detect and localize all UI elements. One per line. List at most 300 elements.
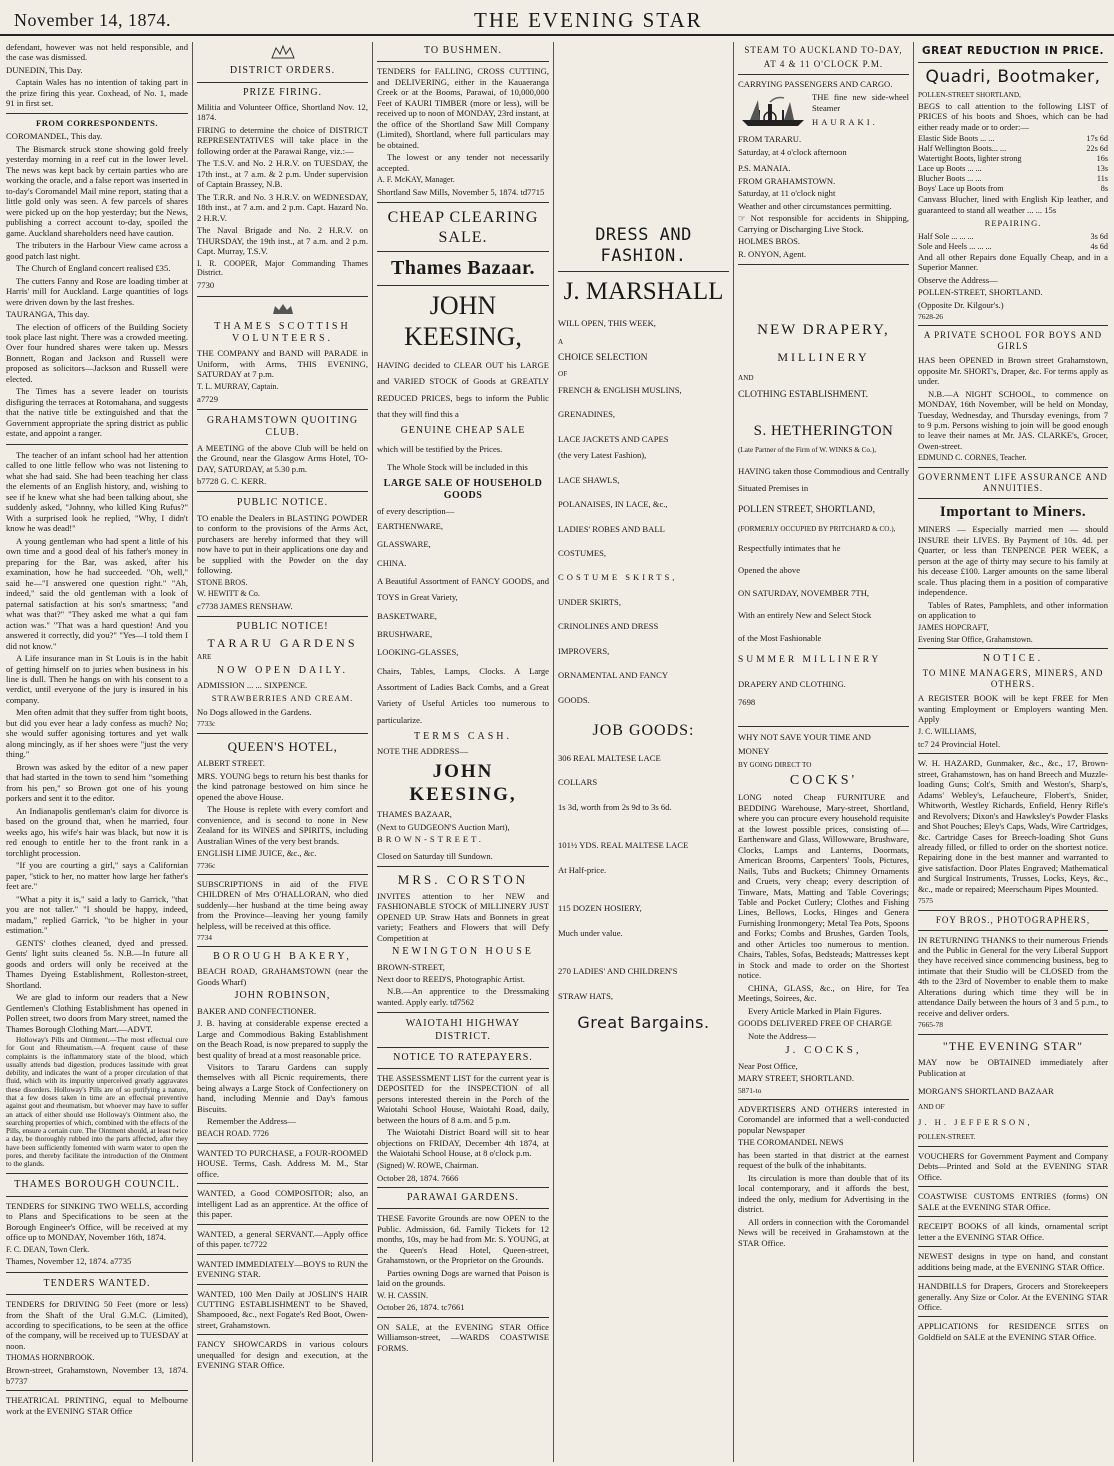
ad-text: EARTHENWARE, bbox=[377, 521, 444, 532]
ad-heading: SUMMER MILLINERY bbox=[738, 655, 882, 666]
merchant-name: COCKS' bbox=[789, 773, 858, 789]
ad-text: THE fine new side-wheel Steamer bbox=[812, 92, 909, 113]
ad-signature: EDMUND C. CORNES, Teacher. bbox=[918, 453, 1027, 463]
ad-heading: GRAHAMSTOWN QUOITING CLUB. bbox=[206, 415, 359, 439]
article-text: Brown was asked by the editor of a new paper that had started in the town to send him "something from his pen," so Brown got one of his young porkers and sent it to the editor. bbox=[6, 761, 188, 804]
ad-heading: Great Bargains. bbox=[577, 1013, 710, 1033]
ad-text: Canvass Blucher, lined with English Kip leather, and guaranteed to stand all weather ... ... 15s bbox=[918, 194, 1108, 215]
ad-text: The Naval Brigade and No. 2 H.R.V. on THURSDAY, the 19th inst., at 7 a.m. and 2 p.m. Capt. Murray, T.S.V. bbox=[197, 225, 368, 257]
price-row bbox=[918, 134, 1108, 144]
ad-signature: STONE BROS. bbox=[197, 577, 248, 587]
ad-heading: PUBLIC NOTICE! bbox=[236, 620, 329, 632]
ad-text: APPLICATIONS for RESIDENCE SITES on Goldfield on SALE at the EVENING STAR Office. bbox=[918, 1321, 1108, 1342]
ad-subheading: BAKER AND CONFECTIONER. bbox=[197, 1005, 317, 1016]
ad-text: (FORMERLY OCCUPIED BY PRITCHARD & CO.), bbox=[738, 524, 896, 533]
article-text: We are glad to inform our readers that a New Gentlemen's Clothing Establishment has opened in Pollen street, two doors from Mary street, named the Thames Borough Clothing Mart.—ADVT. bbox=[6, 992, 188, 1034]
ad-text: N.B.—An apprentice to the Dressmaking wanted. Apply early. td7562 bbox=[377, 986, 549, 1007]
ad-heading: CLOTHING ESTABLISHMENT. bbox=[738, 390, 868, 401]
article-text: The cutters Fanny and Rose are loading timber at Harris' mill for Auckland. Large quantities of logs were driven down by the last freshes. bbox=[6, 275, 188, 307]
divider bbox=[6, 1196, 188, 1197]
ad-heading: MORGAN'S SHORTLAND BAZAAR bbox=[918, 1086, 1054, 1097]
ad-text: FANCY SHOWCARDS in various colours unequalled for design and execution, at the EVENING STAR Office. bbox=[197, 1339, 368, 1371]
ad-ref: a7729 bbox=[197, 393, 219, 404]
price-value: 17s 6d bbox=[1086, 134, 1108, 144]
ad-text: HAS been OPENED in Brown street Grahamstown, opposite Mr. SHORT's, Draper, &c. For terms apply as under. bbox=[918, 355, 1108, 387]
price-item: Watertight Boots, lighter strong bbox=[918, 154, 1022, 164]
price-row bbox=[918, 144, 1108, 154]
ad-text: ARE bbox=[197, 653, 212, 662]
ad-text: Parties owning Dogs are warned that Poison is laid on the grounds. bbox=[377, 1267, 549, 1289]
ad-heading: BOROUGH BAKERY, bbox=[213, 951, 352, 963]
ad-text: TENDERS for FALLING, CROSS CUTTING, and DELIVERING, either in the Kauaeranga Creek or at the Booms, Parawai, of 10,000,000 Feet of KAURI TIMBER (more or less), will be received up to noon of MONDAY, 23rd instant, at the office of the Shortland Saw Mill Company (Limited), Shortland, where full particulars may be obtained. bbox=[377, 66, 549, 150]
ad-text: Near Post Office, bbox=[738, 1060, 798, 1071]
ad-heading: "THE EVENING STAR" bbox=[942, 1038, 1084, 1053]
ad-heading: GREAT REDUCTION IN PRICE. bbox=[921, 45, 1105, 57]
ad-signature: T. L. MURRAY, Captain. bbox=[197, 381, 279, 391]
ad-text: LACE SHAWLS, bbox=[558, 474, 620, 485]
divider bbox=[197, 733, 368, 734]
ad-text: CARRYING PASSENGERS AND CARGO. bbox=[738, 78, 893, 89]
ad-text: WANTED, a general SERVANT.—Apply office of this paper. tc7722 bbox=[197, 1228, 368, 1250]
divider bbox=[197, 946, 368, 947]
divider bbox=[918, 1034, 1108, 1035]
ad-text: Its circulation is more than double that of its local contemporary, and it affords the best, indeed the only, medium for Advertising in the district. bbox=[738, 1172, 909, 1215]
crown-icon bbox=[197, 302, 368, 318]
ad-text: BROWN-STREET, bbox=[377, 961, 445, 972]
ad-heading: Important to Miners. bbox=[939, 504, 1087, 521]
article-text: The Bismarck struck stone showing gold freely yesterday morning in a reef cut in the lower level. The news was kept back by certain parties who are working the oracle, and a false report was inserted in to-day's Coromandel Mail mine report, stating that a little gold only was seen. A few parcels of shares were picked up on the hop yesterday; but the News, publishing a correct account to-day, spoiled the game. Auckland shareholders need have caution. bbox=[6, 143, 188, 238]
column-rule bbox=[913, 42, 914, 1462]
divider bbox=[377, 285, 549, 286]
ad-signature: W. H. CASSIN. bbox=[377, 1290, 429, 1300]
ad-signature: tc7 24 Provincial Hotel. bbox=[918, 738, 1001, 749]
ad-heading: MRS. CORSTON bbox=[397, 872, 529, 888]
divider bbox=[918, 62, 1108, 63]
ad-signature: R. ONYON, Agent. bbox=[738, 248, 807, 259]
divider bbox=[197, 1183, 368, 1184]
ad-text: COASTWISE CUSTOMS ENTRIES (forms) ON SALE at the EVENING STAR Office. bbox=[918, 1191, 1108, 1212]
ad-heading: PUBLIC NOTICE. bbox=[236, 497, 329, 509]
vessel-name: HAURAKI. bbox=[812, 117, 878, 128]
divider bbox=[918, 325, 1108, 326]
ad-subheading: Militia and Volunteer Office, Shortland Nov. 12, 1874. bbox=[197, 101, 368, 123]
divider bbox=[197, 874, 368, 875]
merchant-name: S. HETHERINGTON bbox=[753, 423, 894, 440]
merchant-name: Quadri, Bootmaker, bbox=[925, 66, 1101, 87]
ad-text: COSTUME SKIRTS, bbox=[558, 572, 678, 583]
dateline: TAURANGA, This day. bbox=[6, 309, 90, 320]
ad-text: of the Most Fashionable bbox=[738, 632, 822, 643]
ad-text: NOTE THE ADDRESS— bbox=[377, 746, 469, 757]
divider bbox=[197, 82, 368, 83]
ad-heading: THE COROMANDEL NEWS bbox=[738, 1137, 844, 1148]
ad-text: ON SATURDAY, NOVEMBER 7TH, bbox=[738, 587, 870, 598]
ad-text: J. B. having at considerable expense erected a Large and Commodious Baking Establishment on the Beach Road, is now prepared to supply the best quality of bread at a most reasonable price. bbox=[197, 1018, 368, 1060]
ad-text: ADMISSION ... ... SIXPENCE. bbox=[197, 679, 308, 690]
ad-heading: TENDERS WANTED. bbox=[43, 1277, 151, 1289]
price-row bbox=[918, 184, 1108, 194]
ad-subheading: BEACH ROAD, GRAHAMSTOWN (near the Goods Wharf) bbox=[197, 966, 368, 987]
steamship-icon bbox=[738, 92, 808, 130]
divider bbox=[6, 1294, 188, 1295]
merchant-name: J. H. JEFFERSON, bbox=[918, 1116, 1033, 1127]
ad-heading: GENUINE CHEAP SALE bbox=[400, 425, 526, 437]
divider bbox=[738, 726, 909, 727]
article-text: The teacher of an infant school had her attention called to one little fellow who was not listening to what she had said. She had been teaching her class the elements of an English history, and, wishing to see if he knew what she had been talking about, she suddenly asked, "Johnny, who killed King Rufus?" With a surprised look he replied, "Why, I didn't know he was dead!" bbox=[6, 449, 188, 534]
ad-text: VOUCHERS for Government Payment and Company Debts—Printed and Sold at the EVENING STAR Office. bbox=[918, 1150, 1108, 1182]
divider bbox=[377, 1187, 549, 1188]
price-value: 13s bbox=[1096, 164, 1108, 174]
ad-text: LADIES' ROBES AND BALL bbox=[558, 523, 665, 534]
ad-text: HAVING taken those Commodious and Centrally Situated Premises in bbox=[738, 465, 909, 493]
ad-signature: A. F. McKAY, Manager. bbox=[377, 175, 455, 185]
ad-heading: DRESS AND FASHION. bbox=[595, 225, 692, 266]
ad-text: CHINA, GLASS, &c., on Hire, for Tea Meetings, Soirees, &c. bbox=[738, 982, 909, 1004]
divider bbox=[197, 616, 368, 617]
ad-text: WILL OPEN, THIS WEEK, bbox=[558, 317, 656, 328]
divider bbox=[6, 444, 188, 445]
divider bbox=[6, 113, 188, 114]
ad-text: THE ASSESSMENT LIST for the current year is DEPOSITED for the INSPECTION of all persons interested therein in the Porch of the Waiotahi School House, Waiotahi Road, daily, between the hours of 8 a.m. and 5 p.m. bbox=[377, 1073, 549, 1125]
divider bbox=[918, 648, 1108, 649]
ad-heading: NOW OPEN DAILY. bbox=[216, 664, 349, 676]
shop-name: Thames Bazaar. bbox=[390, 257, 536, 280]
section-heading: FROM CORRESPONDENTS. bbox=[36, 117, 158, 128]
ad-heading: FOY BROS., PHOTOGRAPHERS, bbox=[935, 914, 1091, 925]
ad-text: STRAW HATS, bbox=[558, 990, 614, 1001]
ad-text: The T.R.R. and No. 3 H.R.V. on WEDNESDAY, 18th inst., at 7 a.m. and 2 p.m. Capt. Hazard No. 2 H.R.V. bbox=[197, 191, 368, 223]
ad-text: GLASSWARE, bbox=[377, 539, 431, 550]
ad-signature: F. C. DEAN, Town Clerk. bbox=[6, 1244, 90, 1254]
ad-heading: TARARU GARDENS bbox=[207, 635, 358, 650]
dateline: DUNEDIN, This Day. bbox=[6, 64, 83, 75]
ad-ref: 5871-to bbox=[738, 1085, 762, 1095]
ad-text: Respectfully intimates that he bbox=[738, 542, 841, 553]
ad-text: LONG noted Cheap FURNITURE and BEDDING Warehouse, Mary-street, Shortland, where you can procure every household requisite at the lowest possible prices, consisting of—Earthenware and Glass, Willowware, Brushware, Clocks, Lamps and Lanterns, Doormats, American Brooms, Carpenters' Tools, Pictures, Nails, Tubs and Buckets; Chimney Ornaments and Cruets, very cheap; every description of Tinware, Mats, Matting and Table Coverings; Table and Pocket Cutlery; Clothes and Fishing Lines, Bellows, Locks, Hinges and Genera Furnishing Ironmongery; Metal Tea Pots, Spoons and Forks; Combs and Brushes, Garden Tools, and other Articles too numerous to mention. Chairs, Tables, Sofas, Bedsteads; Mattresses kept in Stock and made to order on the Shortest notice. bbox=[738, 792, 909, 981]
ad-text: 270 LADIES' AND CHILDREN'S bbox=[558, 966, 678, 977]
price-item: Elastic Side Boots ... ... bbox=[918, 134, 995, 144]
ad-text: WANTED TO PURCHASE, a FOUR-ROOMED HOUSE. Terms, Cash. Address M. M., Star office. bbox=[197, 1147, 368, 1179]
ad-heading: THAMES SCOTTISH VOLUNTEERS. bbox=[214, 321, 351, 345]
ad-heading: NEWINGTON HOUSE bbox=[392, 946, 534, 958]
ad-text: No Dogs allowed in the Gardens. bbox=[197, 706, 312, 717]
column-rule bbox=[192, 42, 193, 1462]
divider bbox=[197, 1284, 368, 1285]
ad-text: 1s 3d, worth from 2s 9d to 3s 6d. bbox=[558, 801, 672, 812]
price-value: 16s bbox=[1096, 154, 1108, 164]
ad-heading: AT 4 & 11 O'CLOCK P.M. bbox=[763, 58, 884, 69]
ad-ref: 7736c bbox=[197, 860, 216, 870]
ad-subheading: ALBERT STREET. bbox=[197, 758, 265, 769]
ad-ref: 7575 bbox=[918, 896, 933, 906]
ad-text: Saturday, at 11 o'clock night bbox=[738, 188, 836, 199]
masthead bbox=[0, 0, 1114, 36]
ad-text: MARY STREET, SHORTLAND. bbox=[738, 1073, 854, 1084]
ad-text: (the very Latest Fashion), bbox=[558, 450, 647, 461]
ad-text: (Opposite Dr. Kilgour's.) bbox=[918, 299, 1004, 310]
ad-signature: JAMES HOPCRAFT, bbox=[918, 622, 989, 632]
article-text: Captain Wales has no intention of taking part in the prize firing this year. Coxhead, of No. 1, made 91 in first set. bbox=[6, 77, 188, 109]
ad-text: HANDBILLS for Drapers, Grocers and Storekeepers generally. Any Size or Color. At the EVENING STAR Office. bbox=[918, 1281, 1108, 1312]
ad-ref: 7730 bbox=[197, 280, 215, 291]
ad-date: Thames, November 12, 1874. a7735 bbox=[6, 1256, 132, 1267]
ad-heading: WAIOTAHI HIGHWAY DISTRICT. bbox=[405, 1018, 521, 1042]
ad-heading: DISTRICT ORDERS. bbox=[229, 65, 336, 77]
ad-ref: 7698 bbox=[738, 697, 756, 708]
divider bbox=[918, 1146, 1108, 1147]
divider bbox=[377, 866, 549, 867]
ad-text: NEWEST designs in type on hand, and constant additions being made, at the EVENING STAR Office. bbox=[918, 1251, 1108, 1272]
article-text: The tributers in the Harbour View came across a good patch last night. bbox=[6, 240, 188, 261]
ad-text: 115 DOZEN HOSIERY, bbox=[558, 903, 642, 914]
ad-text: 101½ YDS. REAL MALTESE LACE bbox=[558, 840, 689, 851]
divider bbox=[918, 1316, 1108, 1317]
ad-text: BY GOING DIRECT TO bbox=[738, 760, 812, 769]
ad-text: ADVERTISERS AND OTHERS interested in Coromandel are informed that a well-conducted popular Newspaper bbox=[738, 1103, 909, 1135]
price-row bbox=[918, 164, 1108, 174]
crest-icon bbox=[197, 44, 368, 62]
merchant-name: J. MARSHALL bbox=[563, 278, 724, 306]
ad-text: MAY now be OBTAINED immediately after Publication at bbox=[918, 1057, 1108, 1078]
ad-text: GOODS DELIVERED FREE OF CHARGE bbox=[738, 1018, 892, 1029]
ad-heading: THAMES BOROUGH COUNCIL. bbox=[14, 1179, 180, 1191]
ad-heading: QUEEN'S HOTEL, bbox=[227, 739, 338, 755]
ad-heading: LARGE SALE OF HOUSEHOLD GOODS bbox=[383, 478, 543, 502]
ad-text: And all other Repairs done Equally Cheap, and in a Superior Manner. bbox=[918, 251, 1108, 273]
ad-text: A REGISTER BOOK will be kept FREE for Men wanting Employment or Employers wanting Men. Apply bbox=[918, 693, 1108, 725]
price-item: Boys' Lace up Boots from bbox=[918, 184, 1004, 194]
ad-heading: TERMS CASH. bbox=[413, 731, 512, 743]
ad-text: which will be testified by the Prices. bbox=[377, 443, 503, 454]
ad-text: (Next to GUDGEON'S Auction Mart), bbox=[377, 821, 510, 832]
ad-text: Remember the Address— bbox=[207, 1116, 296, 1127]
dateline: COROMANDEL, This day. bbox=[6, 131, 103, 142]
ad-text: TENDERS for SINKING TWO WELLS, according to Plans and Specifications to be seen at the Borough Engineer's Office, will be received at my office up to MONDAY, November 16th, 1874. bbox=[6, 1200, 188, 1243]
column-5 bbox=[738, 42, 909, 1462]
price-item: Half Wellington Boots... ... bbox=[918, 144, 1007, 154]
divider bbox=[738, 74, 909, 75]
ad-signature: I. R. COOPER, Major Commanding Thames District. bbox=[197, 258, 368, 278]
article-text: "If you are courting a girl," says a Californian paper, "stick to her, no matter how large her father's feet are." bbox=[6, 860, 188, 892]
ad-text: The lowest or any tender not necessarily accepted. bbox=[377, 152, 549, 173]
divider bbox=[377, 251, 549, 252]
price-item: Blucher Boots ... ... bbox=[918, 174, 982, 184]
ad-text: TO enable the Dealers in BLASTING POWDER to conform to the provisions of the Arms Act, purchasers are hereby informed that they will now have to put in their applications one day and be supplied with the Powder on the day following. bbox=[197, 512, 368, 576]
ad-text: AND OF bbox=[918, 1102, 945, 1111]
ad-signature: c7738 JAMES RENSHAW. bbox=[197, 601, 293, 612]
column-rule bbox=[733, 42, 734, 1462]
divider bbox=[377, 61, 549, 62]
ad-heading: REPAIRING. bbox=[984, 218, 1042, 229]
ad-text bbox=[738, 213, 909, 234]
ad-text: BEGS to call attention to the following LIST of PRICES of his boots and Shoes, which can be had either ready made or to order:— bbox=[918, 100, 1108, 132]
ad-text: CHINA. bbox=[377, 557, 407, 568]
ad-heading: STRAWBERRIES AND CREAM. bbox=[211, 693, 354, 704]
ad-text: Tables of Rates, Pamphlets, and other information on application to bbox=[918, 599, 1108, 621]
ad-text: The Waiotahi District Board will sit to hear objections on FRIDAY, December 4th 1874, at the Waiotahi School House, at 8 o'clock p.m. bbox=[377, 1127, 549, 1159]
merchant-name: J. COCKS, bbox=[785, 1044, 862, 1057]
price-row bbox=[918, 154, 1108, 164]
merchant-name: JOHN KEESING, bbox=[404, 290, 522, 352]
divider bbox=[918, 467, 1108, 468]
ad-text: (Late Partner of the Firm of W. WINKS & Co.), bbox=[738, 446, 877, 455]
ad-text: Every Article Marked in Plain Figures. bbox=[748, 1005, 882, 1016]
ad-text: Next door to REED'S, Photographic Artist. bbox=[377, 973, 525, 984]
ad-signature: J. C. WILLIAMS, bbox=[918, 726, 977, 736]
divider bbox=[558, 271, 729, 272]
ad-text: LACE JACKETS AND CAPES bbox=[558, 433, 669, 444]
article-text: The election of officers of the Building Society took place last night. There was a crowded meeting. Over four hundred shares were taken up. Messrs Bonnett, Rogan and Jackson and Russell were proposed as solicitors—Jackson and Russell were elected. bbox=[6, 321, 188, 384]
ad-text: THE COMPANY and BAND will PARADE in Uniform, with Arms, THIS EVENING, SATURDAY at 7 p.m. bbox=[197, 348, 368, 380]
ad-signature: BEACH ROAD. 7726 bbox=[197, 1128, 269, 1138]
column-rule bbox=[372, 42, 373, 1462]
ad-text: AND bbox=[738, 374, 754, 383]
divider bbox=[197, 1254, 368, 1255]
vessel-name: P.S. MANAIA. bbox=[738, 163, 791, 174]
issue-date: November 14, 1874. bbox=[14, 10, 171, 30]
ad-signature: Evening Star Office, Grahamstown. bbox=[918, 634, 1033, 644]
ad-text: A MEETING of the above Club will be held on the Ground, near the Glasgow Arms Hotel, TO-DAY, SATURDAY, at 5.30 p.m. bbox=[197, 442, 368, 474]
ad-heading: PARAWAI GARDENS. bbox=[406, 1192, 520, 1204]
divider bbox=[918, 1276, 1108, 1277]
divider bbox=[377, 1317, 549, 1318]
ad-text: UNDER SKIRTS, bbox=[558, 596, 621, 607]
ad-text: RECEIPT BOOKS of all kinds, ornamental script letter a the EVENING STAR Office. bbox=[918, 1221, 1108, 1242]
divider bbox=[377, 1208, 549, 1209]
ad-text: Opened the above bbox=[738, 565, 801, 576]
ad-text: DRAPERY AND CLOTHING. bbox=[738, 678, 846, 689]
price-item: Lace up Boots ... ... bbox=[918, 164, 982, 174]
article-text: GENTS' clothes cleaned, dyed and pressed. Gents' light suits cleaned 5s. N.B.—In future all goods and orders will only be received at the Thames Dyeing Establishment, Rolleston-street, Shortland. bbox=[6, 937, 188, 990]
pointing-hand-icon: ☞ bbox=[738, 213, 746, 224]
ad-text: N.B.—A NIGHT SCHOOL, to commence on MONDAY, 16th November, will be held on Monday, Tuesday, Wednesday, and Thursday evenings, from 7 to 9 p.m. Persons wishing to join will be good enough to leave their names at Mr. JAS. CLARKE's, Grocer, Owen-street. bbox=[918, 388, 1108, 451]
ad-text: At Half-price. bbox=[558, 864, 607, 875]
ad-heading: JOHN ROBINSON, bbox=[234, 990, 331, 1002]
ad-ref: 7734 bbox=[197, 933, 212, 943]
column-4 bbox=[558, 42, 729, 1462]
ad-text: Much under value. bbox=[558, 927, 623, 938]
ad-text: FROM GRAHAMSTOWN. bbox=[738, 175, 836, 186]
ad-text: THESE Favorite Grounds are now OPEN to the Public. Admission, 6d. Family Tickets for 12 months, 10s, may be had from Mr. S. YOUNG, at the Queen's Head Hotel, Queen-street, Grahamstown, or the Proprietor on the Grounds. bbox=[377, 1213, 549, 1266]
price-item: Sole and Heels ... ... ... bbox=[918, 241, 992, 251]
divider bbox=[6, 1272, 188, 1273]
price-value: 8s bbox=[1100, 184, 1108, 194]
divider bbox=[377, 1012, 549, 1013]
ad-text: MINERS — Especially married men — should INSURE their LIVES. By Payment of 10s. 4d. per Quarter, or less than TENPENCE PER WEEK, a person at the age of thirty may secure to his family at his decease £100. Larger amounts on the same liberal scale. Thus placing them in a position of comparative independence. bbox=[918, 524, 1108, 598]
ad-ref: 7628-26 bbox=[918, 312, 943, 322]
column-2 bbox=[197, 42, 368, 1462]
ad-text: BRUSHWARE, bbox=[377, 629, 433, 640]
ad-text: FIRING to determine the choice of DISTRICT REPRESENTATIVES will take place in the following order at the Parawai Range, viz.:— bbox=[197, 124, 368, 156]
divider bbox=[6, 1390, 188, 1391]
ad-date: October 28, 1874. 7666 bbox=[377, 1172, 459, 1183]
divider bbox=[918, 753, 1108, 754]
ad-text: FRENCH & ENGLISH MUSLINS, bbox=[558, 384, 682, 395]
ad-text: BASKETWARE, bbox=[377, 610, 437, 621]
ad-text: Weather and other circumstances permitting. bbox=[738, 200, 892, 211]
ad-date: Shortland Saw Mills, November 5, 1874. td7715 bbox=[377, 186, 545, 197]
ad-text: THEATRICAL PRINTING, equal to Melbourne work at the EVENING STAR Office bbox=[6, 1395, 188, 1416]
ad-text: CRINOLINES AND DRESS bbox=[558, 621, 659, 632]
ad-heading: NOTICE TO RATEPAYERS. bbox=[393, 1051, 533, 1063]
ad-text: All orders in connection with the Coromandel News will be received in Grahamstown at the STAR Office. bbox=[738, 1216, 909, 1248]
ad-text: WANTED, a Good COMPOSITOR; also, an intelligent Lad as an apprentice. At the office of this paper. bbox=[197, 1188, 368, 1220]
divider bbox=[197, 1334, 368, 1335]
divider bbox=[377, 1047, 549, 1048]
sale-heading: CHEAP CLEARING SALE. bbox=[387, 209, 539, 246]
ad-text: With an entirely New and Select Stock bbox=[738, 610, 872, 621]
column-3 bbox=[377, 42, 549, 1462]
ad-text: Not responsible for accidents in Shipping, Carrying or Discharging Live Stock. bbox=[738, 213, 909, 234]
merchant-name: JOHN KEESING, bbox=[409, 760, 517, 805]
ad-text: 306 REAL MALTESE LACE bbox=[558, 752, 661, 763]
ad-text: MRS. YOUNG begs to return his best thanks for the kind patronage bestowed on him since he opened the above House. bbox=[197, 770, 368, 802]
ad-text: LOOKING-GLASSES, bbox=[377, 647, 459, 658]
ad-text: ORNAMENTAL AND FANCY bbox=[558, 670, 669, 681]
divider bbox=[918, 1216, 1108, 1217]
divider bbox=[197, 1143, 368, 1144]
ad-text: The T.S.V. and No. 2 H.R.V. on TUESDAY, the 17th inst., at 7 a.m. & 2 p.m. Under supervision of Captain Brassey, N.B. bbox=[197, 158, 368, 190]
ad-signature: HOLMES BROS. bbox=[738, 236, 801, 247]
price-item: Half Sole ... ... ... bbox=[918, 231, 974, 241]
article-text: The Times has a severe leader on tourists disfiguring the terraces at Rotomahana, and suggests that the native title be extinguished and that the Government appropriate the spring district as public estate, and appoint a ranger. bbox=[6, 386, 188, 439]
ad-text: SUBSCRIPTIONS in aid of the FIVE CHILDREN of Mrs O'HALLORAN, who died suddenly—her husband at the time being away from the Province—leaving her young family helpless, will be received at this office. bbox=[197, 878, 368, 931]
divider bbox=[197, 1224, 368, 1225]
ad-signature: b7728 G. C. KERR. bbox=[197, 476, 267, 486]
ad-text: Visitors to Tararu Gardens can supply themselves with all Picnic requirements, there being always a Large Stock of Confectionery on hand, including Mennie and Day's famous Biscuits. bbox=[197, 1062, 368, 1114]
ad-heading: NEW DRAPERY, bbox=[757, 322, 890, 339]
ad-signature: W. HEWITT & Co. bbox=[197, 589, 260, 599]
article-text: An Indianapolis gentleman's claim for divorce is based on the ground that, when he married, four weeks ago, his wife's hair was black, but now it is red enough to entitle her to the front rank in a torchlight procession. bbox=[6, 805, 188, 858]
column-1 bbox=[6, 42, 188, 1462]
ad-heading: TO BUSHMEN. bbox=[423, 45, 503, 56]
article-text: "What a pity it is," said a lady to Garrick, "that you are not taller." "I should be happy, indeed, madam," replied Garrick, "to be higher in your estimation." bbox=[6, 893, 188, 936]
ad-text: Observe the Address— bbox=[918, 274, 998, 285]
ad-text: A Beautiful Assortment of FANCY GOODS, and TOYS in Great Variety, bbox=[377, 576, 549, 603]
price-value: 3s 6d bbox=[1090, 231, 1108, 241]
ad-heading: MILLINERY bbox=[777, 349, 870, 364]
divider bbox=[918, 1186, 1108, 1187]
ad-text: POLANAISES, IN LACE, &c., bbox=[558, 499, 668, 510]
ad-heading: GOVERNMENT LIFE ASSURANCE AND ANNUITIES. bbox=[918, 472, 1108, 494]
ad-date: October 26, 1874. tc7661 bbox=[377, 1302, 465, 1313]
ad-text: HAVING decided to CLEAR OUT his LARGE and VARIED STOCK of Goods at GREATLY REDUCED PRICES, begs to inform the Public that they will find this a bbox=[377, 360, 549, 420]
ad-text: POLLEN-STREET SHORTLAND, bbox=[918, 90, 1021, 99]
ad-heading: A PRIVATE SCHOOL FOR BOYS AND GIRLS bbox=[923, 330, 1103, 352]
divider bbox=[918, 910, 1108, 911]
ad-signature: (Signed) W. ROWE, Chairman. bbox=[377, 1160, 479, 1170]
ad-heading: TO MINE MANAGERS, MINERS, AND OTHERS. bbox=[922, 668, 1104, 690]
article-text: defendant, however was not held responsible, and the case was dismissed. bbox=[6, 42, 188, 63]
ad-text: THAMES BAZAAR, bbox=[377, 809, 452, 820]
ad-ref: 7665-78 bbox=[918, 1020, 943, 1030]
ad-heading: NOTICE. bbox=[982, 653, 1044, 665]
ad-text: IMPROVERS, bbox=[558, 645, 610, 656]
divider bbox=[738, 1099, 909, 1100]
ad-text: COSTUMES, bbox=[558, 547, 606, 558]
ad-text: The Whole Stock will be included in this bbox=[387, 461, 528, 472]
ad-text: GOODS. bbox=[558, 694, 590, 705]
price-row bbox=[918, 174, 1108, 184]
ad-text: IN RETURNING THANKS to their numerous Friends and the Public in General for the very Liberal Support they have received since commencing business, beg to intimate that their Studio will be CLOSED from the 4th to the 23rd of November to enable them to make Alterations during which time they will be in attendance Daily between the hours of 3 and 5 p.m., to receive and deliver orders. bbox=[918, 934, 1108, 1018]
ad-text: The House is replete with every comfort and convenience, and is second to none in New Zealand for its WINES and SPIRITS, including Australian Wines of the very best brands. bbox=[197, 804, 368, 846]
divider bbox=[377, 1068, 549, 1069]
price-row bbox=[918, 242, 1108, 252]
ad-text: W. H. HAZARD, Gunmaker, &c., &c., 17, Brown-street, Grahamstown, has on hand Breech and Muzzle-loading Guns; Colt's, Smith and Weston's, Sharp's, Adams' Webley's, Lefaucheure, Flobert's, Snider, Whitworth, Westley Richards, Enfield, Henry Rifle's and Revolvers; Dixon's and Hawksley's Powder Flasks and Shot Pouches; Eley's Caps, Wads, Wire Cartridges, &c. Cartridge Cases for Breech-loading Shot Guns already filled, or filled to order on the shortest notice. Repairing done in the best manner and warranted to give satisfaction. Door Plates Engraved; Mathematical and Surgical Instruments, Trusses, Locks, Keys, &c., &c., made or repaired; Meerschaum Pipes Mounted. bbox=[918, 758, 1108, 894]
price-row bbox=[918, 232, 1108, 242]
price-value: 22s 6d bbox=[1086, 144, 1108, 154]
ad-text: TENDERS for DRIVING 50 Feet (more or less) from the Shaft of the Ural G.M.C. (Limited), according to specifications, to be seen at the office of the company, will be received up to TUESDAY at noon. bbox=[6, 1299, 188, 1351]
